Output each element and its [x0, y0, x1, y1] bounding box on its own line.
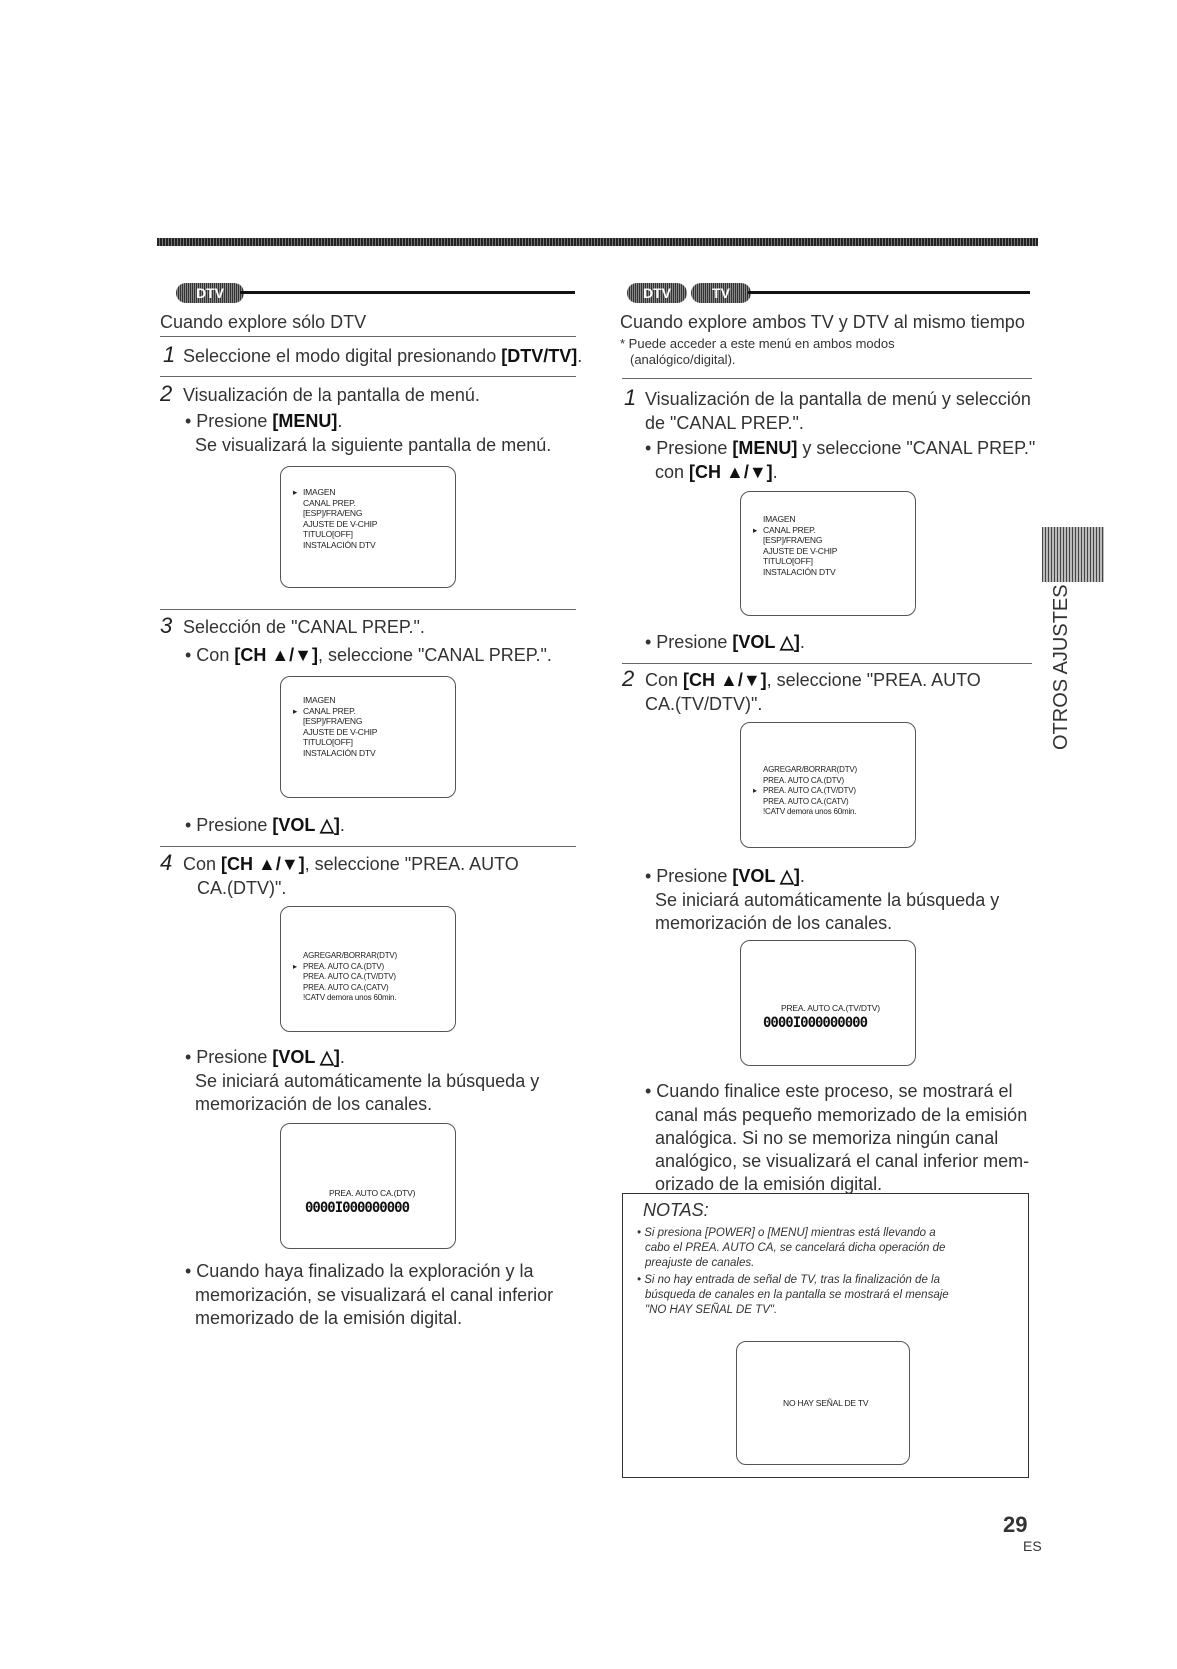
- cursor-arrow-icon: ▸: [753, 524, 758, 535]
- notes-title: NOTAS:: [643, 1200, 709, 1220]
- bullet-text: • Presione [MENU] y seleccione "CANAL PREP.": [645, 438, 1036, 458]
- menu-item: IMAGEN: [763, 514, 796, 524]
- menu-item: PREA. AUTO CA.(TV/DTV): [303, 972, 396, 981]
- step-text: Con [CH ▲/▼], seleccione "PREA. AUTO: [183, 854, 519, 874]
- bullet-text: • Presione [VOL △].: [645, 866, 805, 886]
- body-text: Se iniciará automáticamente la búsqueda y: [655, 890, 1000, 910]
- divider: [160, 609, 576, 610]
- section-rule: [240, 291, 575, 294]
- dtv-badge: DTV: [176, 283, 244, 303]
- language-code: ES: [1023, 1538, 1042, 1554]
- divider: [160, 336, 576, 337]
- note-text: * Puede acceder a este menú en ambos modos: [620, 336, 895, 351]
- scan-progress-bar: 0000I000000000: [305, 1200, 410, 1216]
- menu-item: AJUSTE DE V-CHIP: [303, 726, 378, 737]
- step-number: 1: [163, 342, 176, 367]
- no-signal-screen: [736, 1341, 910, 1465]
- step-number: 2: [622, 666, 635, 691]
- menu-item-selected: ▸ CANAL PREP.: [293, 705, 356, 716]
- step-number: 2: [160, 381, 173, 406]
- body-text: • Cuando finalice este proceso, se mostrará el: [645, 1081, 1013, 1101]
- menu-item: CANAL PREP.: [303, 497, 356, 508]
- step-number: 1: [624, 385, 637, 410]
- menu-item: AGREGAR/BORRAR(DTV): [763, 765, 857, 774]
- menu-item: INSTALACIÓN DTV: [303, 539, 376, 550]
- menu-item: [ESP]/FRA/ENG: [303, 716, 363, 726]
- cursor-arrow-icon: ▸: [293, 487, 298, 497]
- menu-list: [753, 765, 857, 818]
- body-text: Se iniciará automáticamente la búsqueda y: [195, 1071, 540, 1091]
- bullet-text: • Con [CH ▲/▼], seleccione "CANAL PREP.".: [185, 645, 552, 665]
- bullet-text: con [CH ▲/▼].: [655, 462, 778, 482]
- menu-item-selected: ▸ PREA. AUTO CA.(TV/DTV): [753, 786, 856, 795]
- body-text: analógica. Si no se memoriza ningún canal: [655, 1128, 999, 1148]
- menu-item: PREA. AUTO CA.(CATV): [763, 796, 849, 806]
- menu-item: PREA. AUTO CA.(DTV): [763, 775, 844, 785]
- header-rule: [157, 238, 1038, 246]
- step-text: Visualización de la pantalla de menú.: [183, 385, 480, 405]
- body-text: memorización de los canales.: [195, 1094, 433, 1114]
- body-text: canal más pequeño memorizado de la emisión: [655, 1105, 1028, 1125]
- note-text: (analógico/digital).: [630, 352, 736, 367]
- menu-item: AJUSTE DE V-CHIP: [763, 545, 838, 556]
- notes-box: [622, 1193, 1029, 1478]
- menu-item: PREA. AUTO CA.(CATV): [303, 982, 389, 992]
- body-text: memorización de los canales.: [655, 913, 893, 933]
- note-text: cabo el PREA. AUTO CA, se cancelará dicha operación de: [645, 1242, 946, 1254]
- scan-progress-bar: 0000I000000000: [763, 1015, 868, 1031]
- menu-item: !CATV demora unos 60min.: [763, 807, 857, 816]
- menu-list: [293, 951, 397, 1004]
- menu-item: [ESP]/FRA/ENG: [303, 508, 363, 518]
- menu-item: INSTALACIÓN DTV: [763, 566, 836, 577]
- menu-list: [293, 487, 378, 550]
- step-number: 3: [160, 613, 173, 638]
- bullet-text: • Presione [VOL △].: [185, 1047, 345, 1067]
- menu-item: AJUSTE DE V-CHIP: [303, 518, 378, 529]
- step-text: Selección de "CANAL PREP.".: [183, 617, 425, 637]
- menu-screen: [280, 676, 456, 798]
- no-signal-message: NO HAY SEÑAL DE TV: [783, 1398, 869, 1408]
- note-text: preajuste de canales.: [645, 1257, 755, 1269]
- step-text: Seleccione el modo digital presionando [DTV/TV].: [183, 346, 583, 366]
- menu-item: INSTALACIÓN DTV: [303, 747, 376, 758]
- scan-screen: [740, 940, 916, 1066]
- note-text: • Si no hay entrada de señal de TV, tras la finalización de la: [637, 1274, 940, 1286]
- menu-item: !CATV demora unos 60min.: [303, 993, 397, 1002]
- menu-item: TITULO[OFF]: [303, 529, 353, 539]
- menu-item: TITULO[OFF]: [763, 556, 813, 566]
- bullet-text: • Presione [MENU].: [185, 411, 343, 431]
- menu-item: IMAGEN: [303, 487, 336, 497]
- bullet-text: Se visualizará la siguiente pantalla de menú.: [195, 435, 552, 455]
- step-text: CA.(TV/DTV)".: [645, 694, 763, 714]
- dtv-badge: DTV: [627, 283, 687, 303]
- menu-item: AGREGAR/BORRAR(DTV): [303, 951, 397, 960]
- scan-screen: [280, 1123, 456, 1249]
- divider: [622, 378, 1032, 379]
- menu-list: [293, 695, 378, 758]
- menu-screen: [740, 491, 916, 616]
- divider: [160, 376, 576, 377]
- menu-item-selected: ▸ PREA. AUTO CA.(DTV): [293, 961, 384, 971]
- menu-item: TITULO[OFF]: [303, 737, 353, 747]
- cursor-arrow-icon: ▸: [293, 961, 297, 971]
- menu-item: [ESP]/FRA/ENG: [763, 535, 823, 545]
- body-text: memorizado de la emisión digital.: [195, 1308, 463, 1328]
- step-text: Visualización de la pantalla de menú y selección: [645, 389, 1031, 409]
- body-text: orizado de la emisión digital.: [655, 1174, 883, 1194]
- body-text: analógico, se visualizará el canal inferior mem-: [655, 1151, 1030, 1171]
- body-text: memorización, se visualizará el canal inferior: [195, 1285, 554, 1305]
- step-text: Con [CH ▲/▼], seleccione "PREA. AUTO: [645, 670, 981, 690]
- menu-list: [753, 514, 838, 577]
- step-number: 4: [160, 850, 173, 875]
- menu-screen: [740, 722, 916, 848]
- side-tab-pattern: [1042, 527, 1104, 582]
- bullet-text: • Presione [VOL △].: [185, 815, 345, 835]
- section-rule: [748, 291, 1030, 294]
- menu-screen: [280, 906, 456, 1032]
- scan-label: PREA. AUTO CA.(DTV): [329, 1188, 416, 1198]
- step-text: CA.(DTV)".: [197, 878, 287, 898]
- menu-item: IMAGEN: [303, 695, 336, 705]
- side-tab-label: OTROS AJUSTES: [1050, 584, 1072, 750]
- menu-item-selected: ▸ CANAL PREP.: [753, 524, 816, 535]
- note-text: • Si presiona [POWER] o [MENU] mientras está llevando a: [637, 1227, 936, 1239]
- cursor-arrow-icon: ▸: [293, 705, 298, 716]
- tv-badge: TV: [691, 283, 751, 303]
- step-text: de "CANAL PREP.".: [645, 413, 804, 433]
- menu-screen: [280, 466, 456, 588]
- left-heading: Cuando explore sólo DTV: [160, 312, 367, 332]
- divider: [160, 846, 576, 847]
- right-heading: Cuando explore ambos TV y DTV al mismo tiempo: [620, 312, 1025, 332]
- scan-label: PREA. AUTO CA.(TV/DTV): [781, 1003, 880, 1013]
- bullet-text: • Presione [VOL △].: [645, 632, 805, 652]
- note-text: búsqueda de canales en la pantalla se mostrará el mensaje: [645, 1289, 949, 1301]
- cursor-arrow-icon: ▸: [753, 786, 757, 795]
- note-text: "NO HAY SEÑAL DE TV".: [645, 1304, 778, 1316]
- page-number: 29: [1003, 1512, 1028, 1537]
- divider: [622, 663, 1032, 664]
- body-text: • Cuando haya finalizado la exploración y la: [185, 1261, 534, 1281]
